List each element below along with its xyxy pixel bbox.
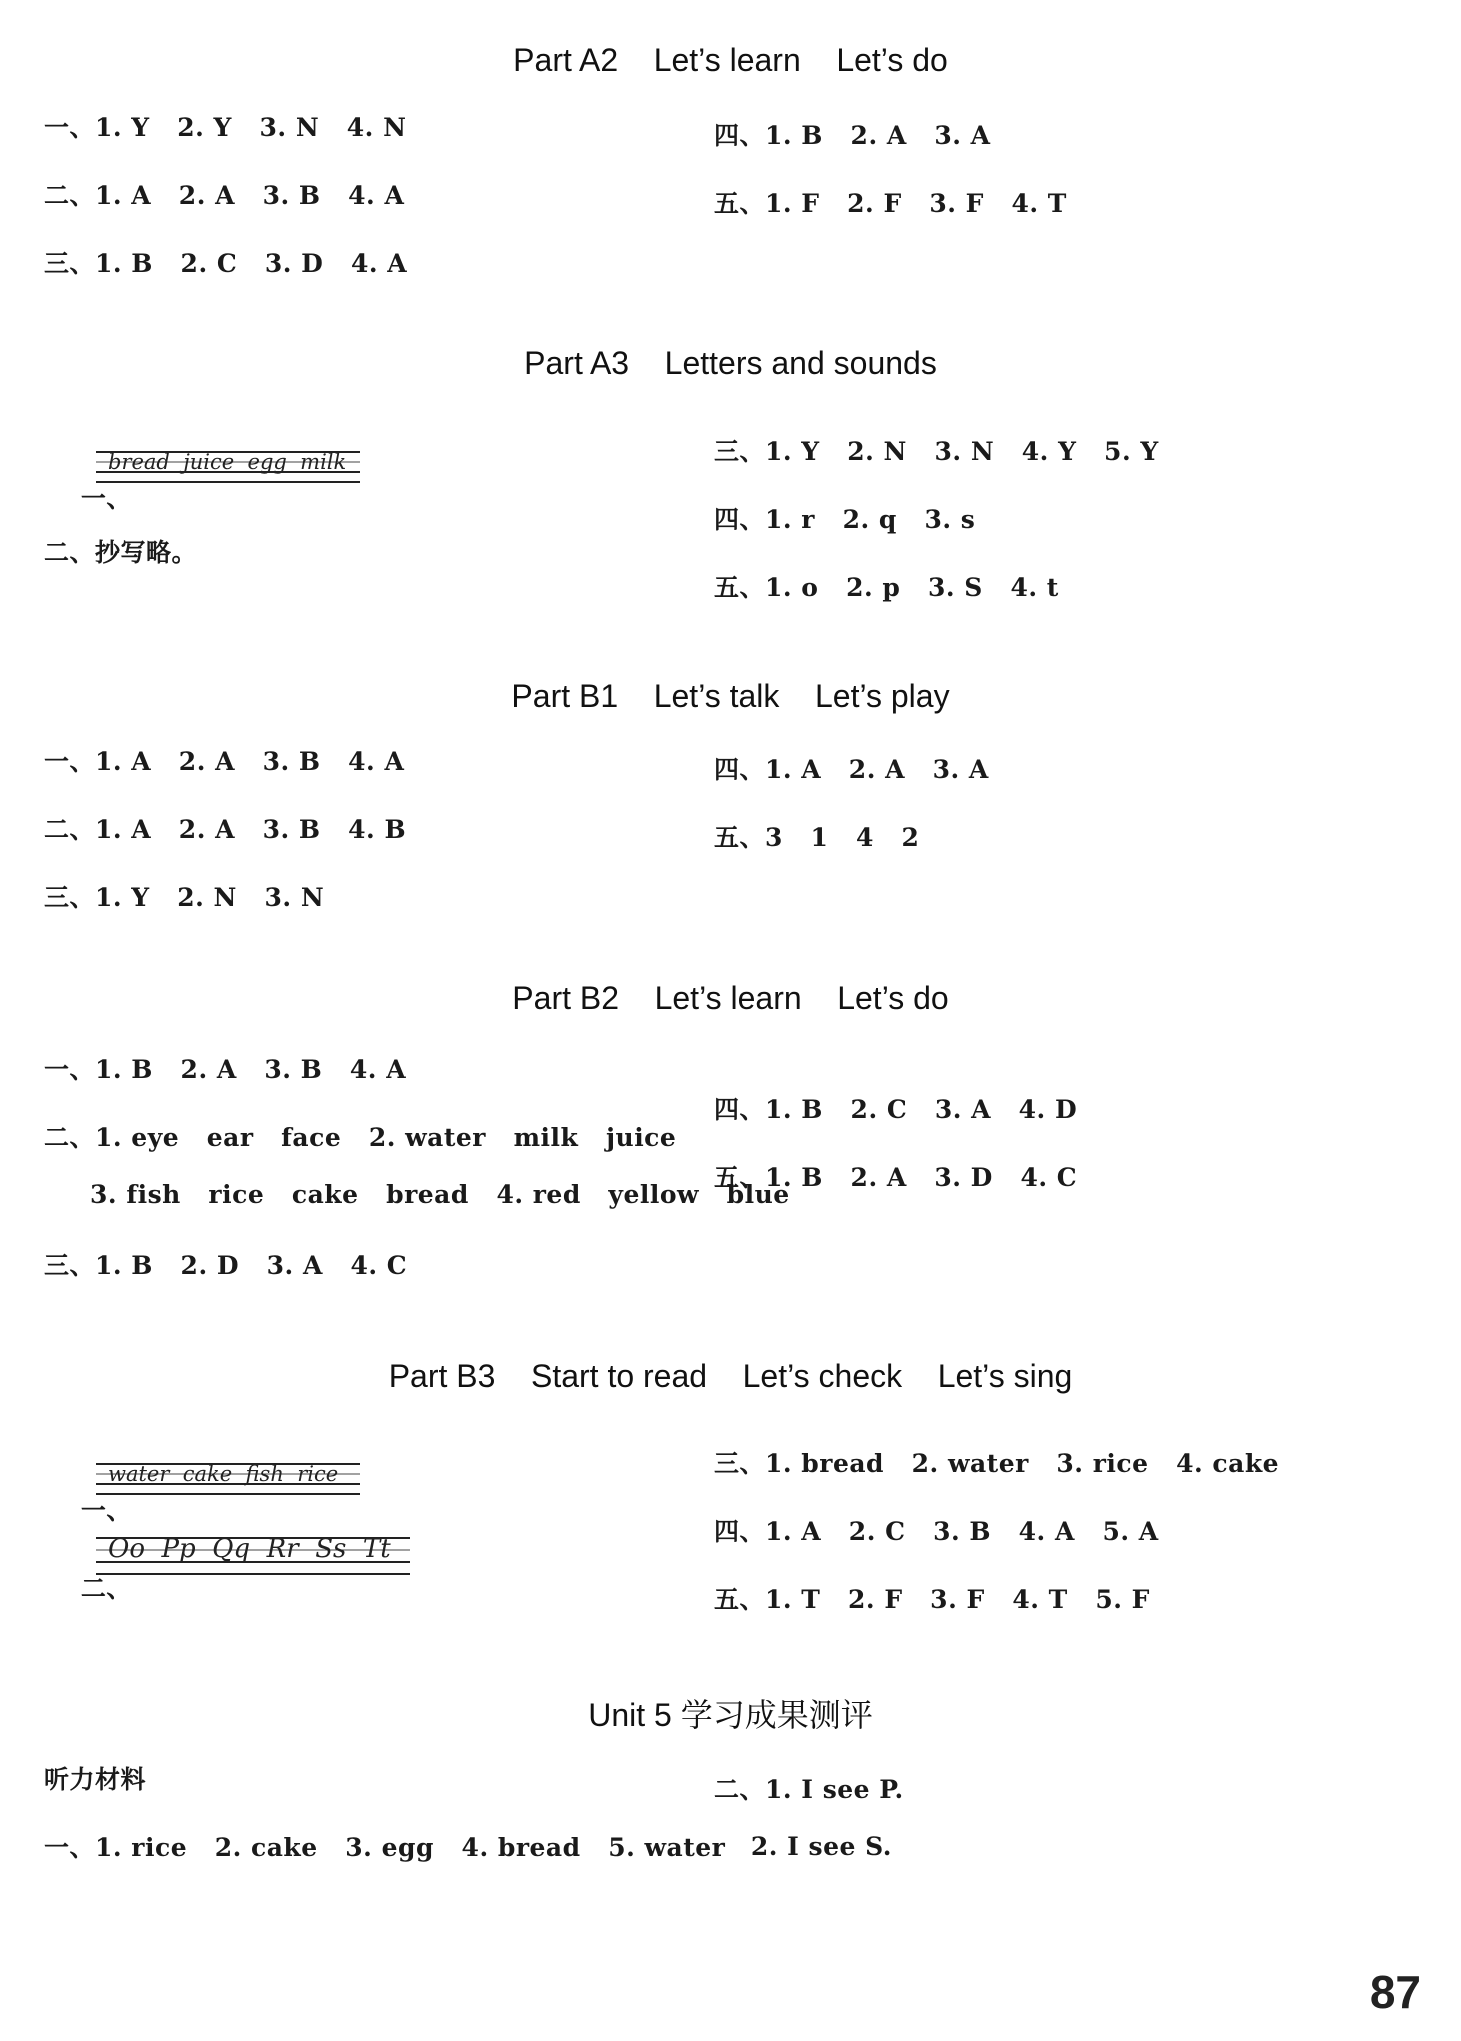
answer-line: 三、1. bread 2. water 3. rice 4. cake — [714, 1449, 1280, 1478]
section-title-part-a2: Part A2 Let’s learn Let’s do — [513, 42, 948, 78]
handwriting-lines — [96, 1458, 366, 1492]
handwriting-lines — [96, 446, 366, 480]
answer-line: 四、1. B 2. A 3. A — [714, 121, 991, 150]
item-label: 一、 — [80, 1496, 132, 1525]
answer-line: 一、1. A 2. A 3. B 4. A — [44, 747, 405, 776]
item-label: 一、 — [80, 484, 132, 513]
section-title-part-a3: Part A3 Letters and sounds — [524, 345, 937, 381]
answer-line: 三、1. Y 2. N 3. N 4. Y 5. Y — [714, 437, 1159, 466]
page-number: 87 — [1369, 1966, 1421, 2018]
answer-line: 一、1. Y 2. Y 3. N 4. N — [44, 113, 407, 142]
answer-line: 四、1. A 2. C 3. B 4. A 5. A — [714, 1517, 1159, 1546]
answer-line: 三、1. B 2. D 3. A 4. C — [44, 1251, 408, 1280]
answer-line: 三、1. Y 2. N 3. N — [44, 883, 325, 912]
handwritten-letters: Oo Pp Qq Rr Ss Tt — [108, 1534, 391, 1564]
section-title-unit-5: Unit 5 学习成果测评 — [588, 1697, 873, 1733]
section-title-part-b3: Part B3 Start to read Let’s check Let’s sing — [388, 1358, 1073, 1394]
answer-line: 三、1. B 2. C 3. D 4. A — [44, 249, 408, 278]
answer-line: 2. I see S. — [714, 1832, 892, 1861]
answer-line: 一、1. rice 2. cake 3. egg 4. bread 5. water — [44, 1833, 726, 1862]
answer-line: 五、1. B 2. A 3. D 4. C — [714, 1163, 1078, 1192]
answer-line: 二、1. A 2. A 3. B 4. A — [44, 181, 405, 210]
answer-line: 二、1. eye ear face 2. water milk juice — [44, 1123, 677, 1152]
answer-line: 3. fish rice cake bread 4. red yellow blue — [44, 1180, 790, 1209]
answer-line: 二、1. I see P. — [714, 1775, 904, 1804]
answer-line: 四、1. B 2. C 3. A 4. D — [714, 1095, 1078, 1124]
answer-line: 四、1. r 2. q 3. s — [714, 505, 976, 534]
answer-line: 五、1. T 2. F 3. F 4. T 5. F — [714, 1585, 1150, 1614]
answer-line: 一、1. B 2. A 3. B 4. A — [44, 1055, 407, 1084]
listening-material-label: 听力材料 — [44, 1765, 147, 1794]
answer-line: 二、抄写略。 — [44, 538, 198, 567]
section-title-part-b1: Part B1 Let’s talk Let’s play — [511, 678, 950, 714]
handwritten-words: water cake fish rice — [108, 1462, 339, 1486]
answer-line: 五、3 1 4 2 — [714, 823, 920, 852]
answer-line: 四、1. A 2. A 3. A — [714, 755, 989, 784]
answer-line: 五、1. F 2. F 3. F 4. T — [714, 189, 1067, 218]
item-label: 二、 — [80, 1574, 132, 1603]
handwritten-words: bread juice egg milk — [108, 450, 347, 474]
answer-line: 二、1. A 2. A 3. B 4. B — [44, 815, 407, 844]
answer-line: 五、1. o 2. p 3. S 4. t — [714, 573, 1059, 602]
section-title-part-b2: Part B2 Let’s learn Let’s do — [512, 980, 949, 1016]
handwriting-lines — [96, 1532, 416, 1566]
